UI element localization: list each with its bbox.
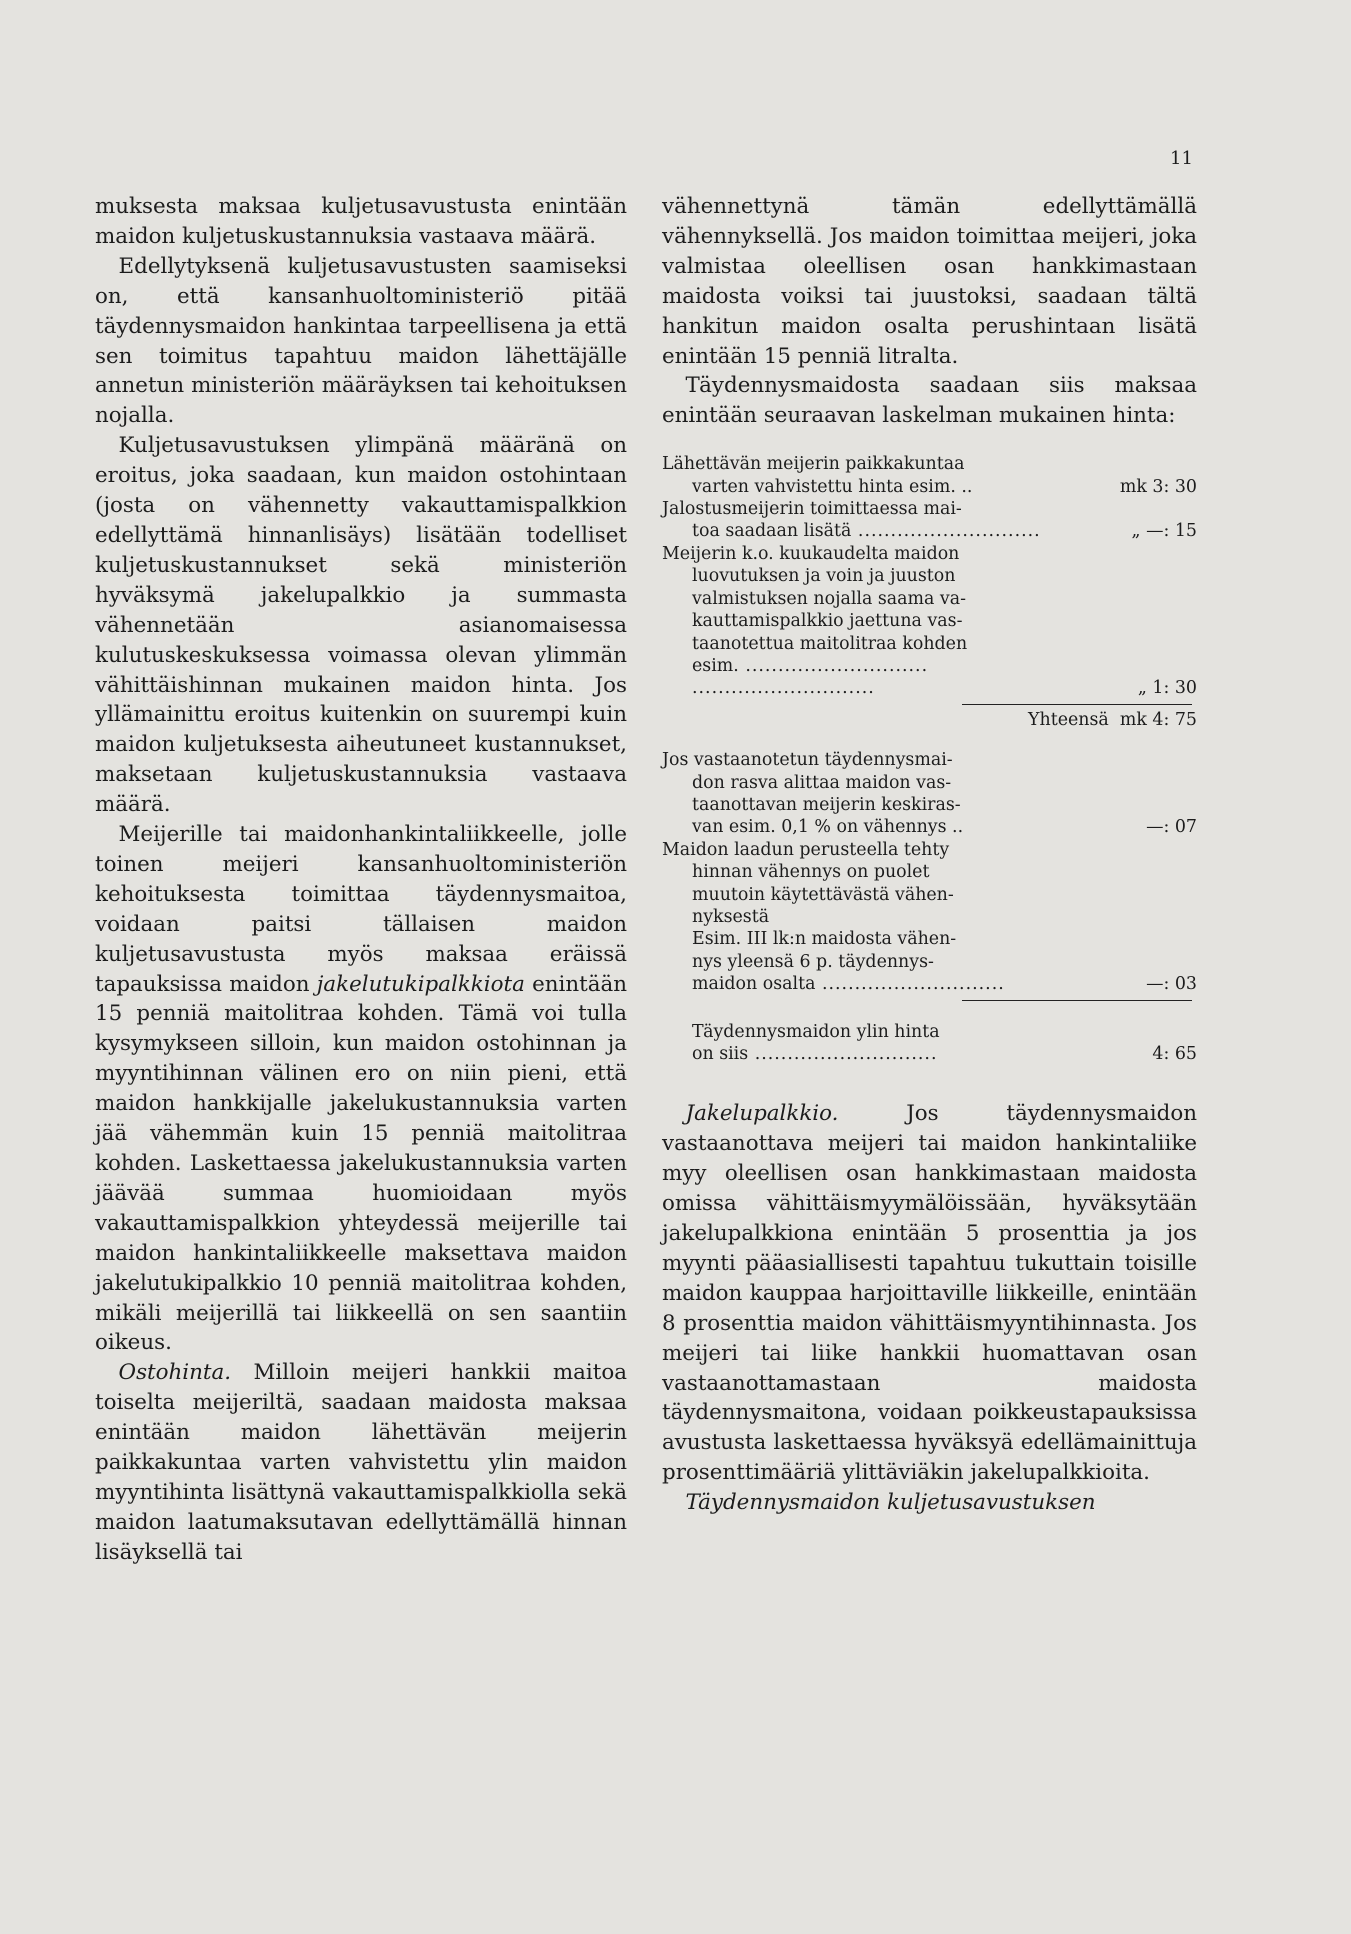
calc-line: valmistuksen nojalla saama va- [692,588,966,609]
calc-line: taanotettua maitolitraa kohden [692,633,968,654]
calc-value: „ 1: 30 [1137,678,1197,699]
paragraph: muksesta maksaa kuljetusavustusta enintään maidon kuljetuskustannuksia vastaava määrä. [95,194,627,249]
subtotal-value: mk 4: 75 [1119,709,1197,730]
calc-line: Jos vastaanotetun täydennysmai- [662,750,953,771]
calc-line: muutoin käytettävästä vähen- [692,884,954,905]
calc-value: mk 3: 30 [1119,476,1197,497]
calc-line: don rasva alittaa maidon vas- [692,772,952,793]
dot-leader [851,521,1040,541]
text-run: enintään 15 penniä maitolitraa kohden. Tämä voi tulla kysymykseen silloin, kun maidon ostohinnan ja myyntihinnan välinen ero on niin pieni, että maidon hankkijalle jakelukustannuksia varten jää vähemmän kuin 15 penniä maitolitraa kohden. Laskettaessa jakelukustannuksia varten jäävää summaa huomioidaan myös vakauttamispalkkion yhteydessä meijerille tai maidon hankintaliikkeelle maksettava maidon jakelutukipalkkio 10 penniä maitolitraa kohden, mikäli meijerillä tai liikkeellä on sen saantiin oikeus. [95,971,628,1356]
calc-line: nyksestä [692,906,770,927]
text-run: Jos täydennysmaidon vastaanottava meijeri tai maidon hankintaliike myy oleellisen osan hankkimastaan maidosta omissa vähittäismyymälöissään, hyväksytään jakelupalkkiona enintään 5 prosenttia ja jos myynti pääasiallisesti tapahtuu tukuttain toisille maidon kauppaa harjoittaville liikkeille, enintään 8 prosenttia maidon vähittäismyyntihinnasta. Jos meijeri tai liike hankkii huomattavan osan vastaanottamastaan maidosta täydennysmaitona, voidaan poikkeustapauksissa avustusta laskettaessa hyväksyä edellämainittuja prosenttimääriä ylittäviäkin jakelupalkkioita. [662,1101,1197,1486]
paragraph: Täydennysmaidosta saadaan siis maksaa enintään seuraavan laskelman mukainen hinta: [662,373,1197,429]
calc-line: maidon osalta [692,974,816,995]
calc-line: on siis [692,1044,749,1064]
calc-line: taanottavan meijerin keskiras- [692,794,961,815]
dot-leader [692,678,875,698]
calc-value: —: 03 [1146,974,1197,995]
calc-line: kauttamispalkkio jaettuna vas- [692,611,963,632]
italic-term: jakelutukipalkkiota [316,971,525,997]
calc-line: Maidon laadun perusteella tehty [662,839,950,860]
total-row [662,1021,1197,1066]
section-heading: Ostohinta. [118,1360,232,1386]
calc-row [662,453,1197,498]
paragraph [662,1099,1197,1488]
calc-line: Täydennysmaidon ylin hinta [692,1021,940,1042]
sum-rule [962,1000,1192,1001]
total-value: 4: 65 [1152,1044,1197,1064]
calc-line: esim. [692,655,739,676]
calc-value: —: 07 [1146,817,1197,838]
calc-row [662,543,1197,700]
calc-line: hinnan vähennys on puolet [692,862,930,883]
calc-line: Jalostusmeijerin toimittaessa mai- [662,499,962,520]
calc-line: varten vahvistettu hinta esim. .. [692,476,973,497]
paragraph [95,820,627,1358]
calc-line: van esim. 0,1 % on vähennys .. [692,817,964,838]
section-heading: Jakelupalkkio. [685,1101,839,1127]
paragraph [95,1358,627,1567]
dot-leader [739,656,928,676]
left-column [95,192,627,1568]
calc-line: luovutuksen ja voin ja juuston [692,566,956,587]
paragraph: vähennettynä tämän edellyttämällä vähennyksellä. Jos maidon toimittaa meijeri, joka valmistaa oleellisen osan hankkimastaan maidosta voiksi tai juustoksi, saadaan tältä hankitun maidon osalta perushintaan lisätä enintään 15 penniä litralta. [662,194,1197,369]
text-run: Meijerille tai maidonhankintaliikkeelle, jolle toinen meijeri kansanhuoltoministeriön kehoituksesta toimittaa täydennysmaitoa, voidaan paitsi tällaisen maidon kuljetusavustusta myös maksaa eräissä tapauksissa maidon [95,822,627,997]
price-calculation [662,453,1197,1065]
calc-row [662,498,1197,543]
dot-leader [748,1044,937,1064]
calc-row [662,749,1197,839]
calc-line: toa saadaan lisätä [692,521,852,542]
paragraph: Edellytyksenä kuljetusavustusten saamiseksi on, että kansanhuoltoministeriö pitää täydennysmaidon hankintaa tarpeellisena ja että sen toimitus tapahtuu maidon lähettäjälle annetun ministeriön määräyksen tai kehoituksen nojalla. [95,253,627,429]
calc-row [662,839,1197,996]
calc-line: Esim. III lk:n maidosta vähen- [692,929,957,950]
subtotal-row [662,709,1197,731]
sum-rule [962,704,1192,705]
paragraph [662,1488,1197,1518]
subtotal-label: Yhteensä [1028,709,1109,730]
paragraph: Kuljetusavustuksen ylimpänä määränä on eroitus, joka saadaan, kun maidon ostohintaan (josta on vähennetty vakauttamispalkkion edellyttämä hinnanlisäys) lisätään todelliset kuljetuskustannukset sekä ministeriön hyväksymä jakelupalkkio ja summasta vähennetään asianomaisessa kulutuskeskuksessa voimassa olevan ylimmän vähittäishinnan mukainen maidon hinta. Jos yllämainittu eroitus kuitenkin on suurempi kuin maidon kuljetuksesta aiheutuneet kustannukset, maksetaan kuljetuskustannuksia vastaava määrä. [95,433,627,818]
page-number: 11 [1170,148,1193,169]
calc-line: Meijerin k.o. kuukaudelta maidon [662,543,960,564]
calc-line: nys yleensä 6 p. täydennys- [692,951,934,972]
calc-line: Lähettävän meijerin paikkakuntaa [662,454,965,475]
dot-leader [815,974,1004,994]
right-column [662,192,1197,1518]
section-heading: Täydennysmaidon kuljetusavustuksen [685,1490,1096,1516]
calc-value: „ —: 15 [1131,521,1197,542]
text-run: Milloin meijeri hankkii maitoa toiselta meijeriltä, saadaan maidosta maksaa enintään maidon lähettävän meijerin paikkakuntaa varten vahvistettu ylin maidon myyntihinta lisättynä vakauttamispalkkiolla sekä maidon laatumaksutavan edellyttämällä hinnan lisäyksellä tai [95,1360,627,1565]
